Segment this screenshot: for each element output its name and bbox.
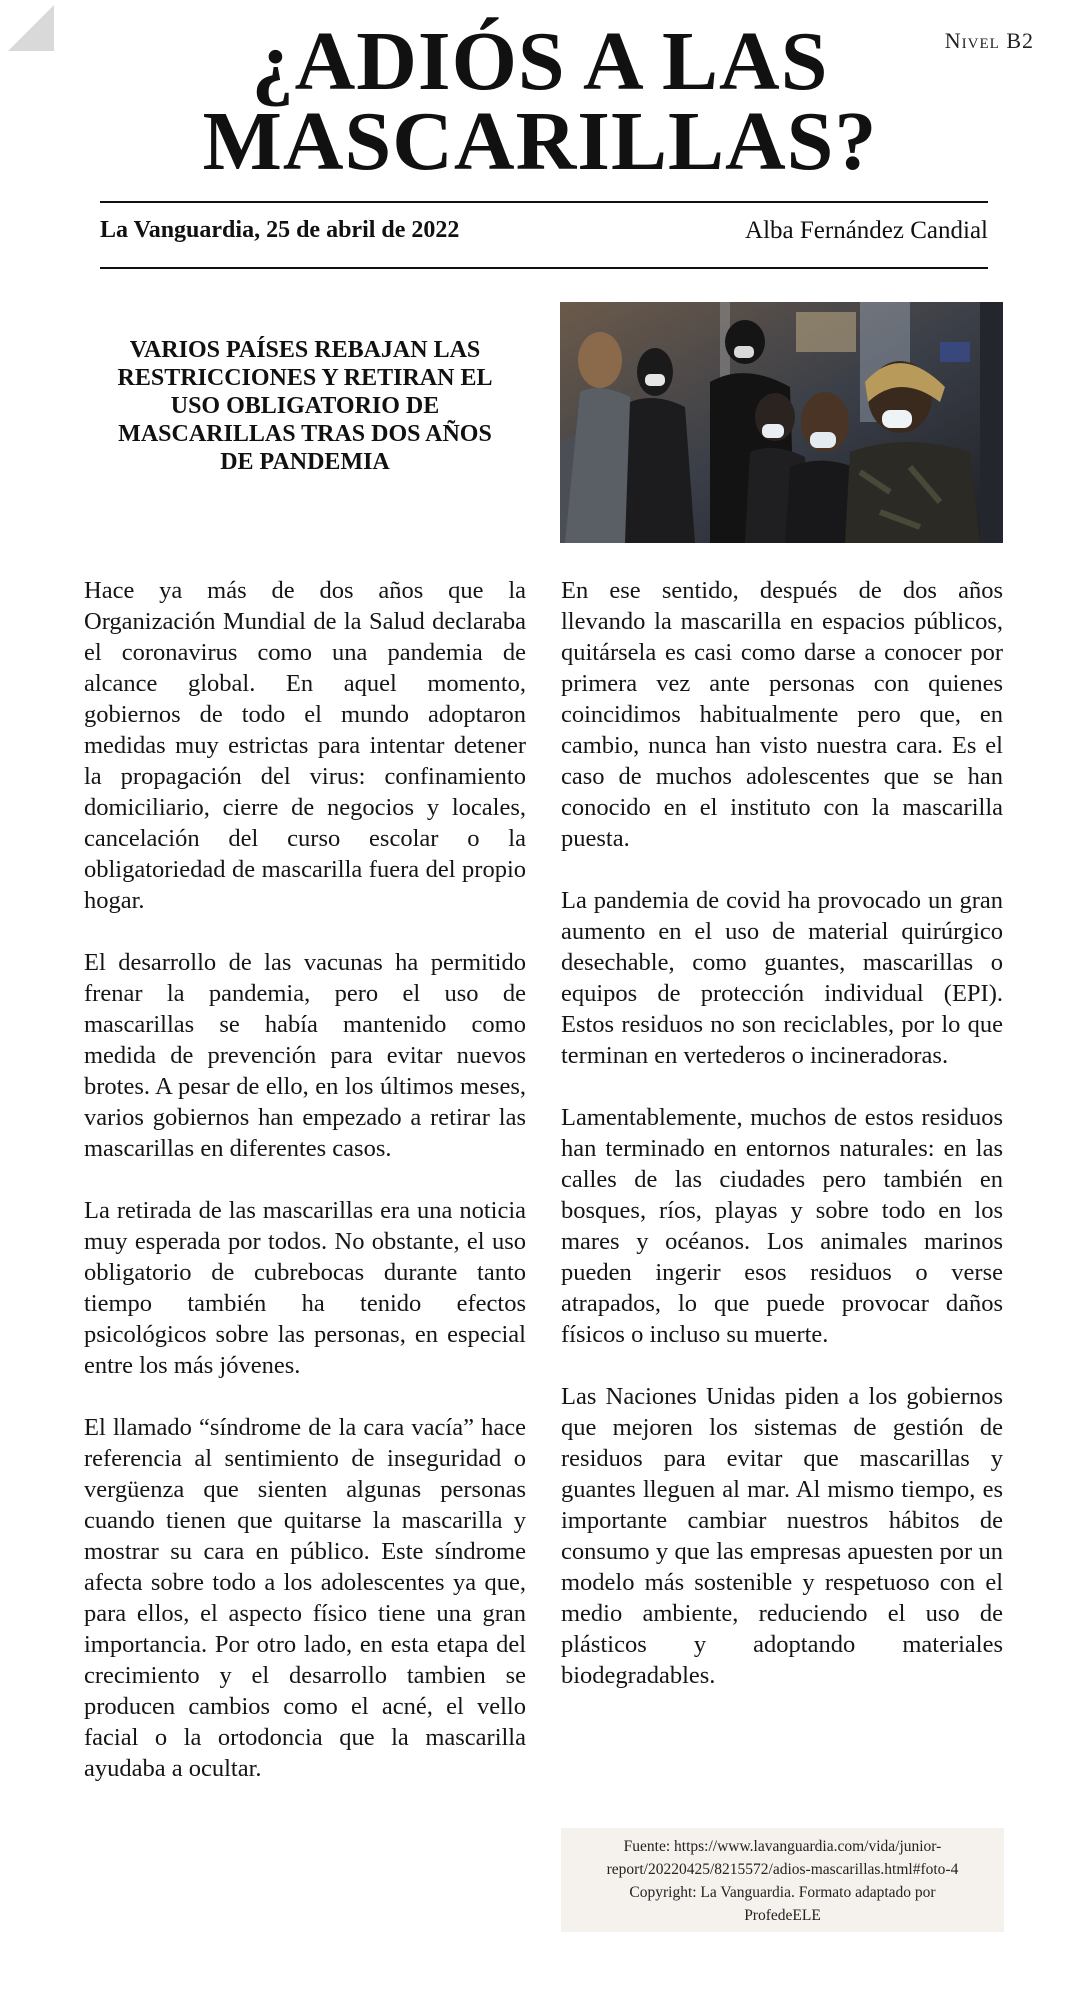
publication-date: La Vanguardia, 25 de abril de 2022 [100, 217, 460, 243]
source-credit-box [561, 1828, 1004, 1932]
title-line-1: ¿ADIÓS A LAS [251, 15, 829, 108]
paragraph: La retirada de las mascarillas era una noticia muy esperada por todos. No obstante, el uso obligatorio de cubrebocas durante tanto tiempo también ha tenido efectos psicológicos sobre las personas, en especial entre los más jóvenes. [84, 1197, 526, 1379]
paragraph: El desarrollo de las vacunas ha permitido frenar la pandemia, pero el uso de mascarillas se había mantenido como medida de prevención para evitar nuevos brotes. A pesar de ello, en los últimos meses, varios gobiernos han empezado a retirar las mascarillas en diferentes casos. [84, 949, 526, 1162]
divider-top [100, 201, 988, 203]
paragraph: Lamentablemente, muchos de estos residuos han terminado en entornos naturales: en las calles de las ciudades pero también en bosques, ríos, playas y sobre todo en los mares y océanos. Los animales marinos pueden ingerir esos residuos o verse atrapados, lo que puede provocar daños físicos o incluso su muerte. [561, 1104, 1003, 1348]
article-title [100, 15, 980, 188]
paragraph: El llamado “síndrome de la cara vacía” hace referencia al sentimiento de inseguridad o vergüenza que sienten algunas personas cuando tienen que quitarse la mascarilla y mostrar su cara en público. Este síndrome afecta sobre todo a los adolescentes ya que, para ellos, el aspecto físico tiene una gran importancia. Por otro lado, en esta etapa del crecimiento y el desarrollo tambien se producen cambios como el acné, el vello facial o la ortodoncia que la mascarilla ayudaba a ocultar. [84, 1414, 526, 1782]
right-column [561, 575, 1003, 1722]
paragraph: Hace ya más de dos años que la Organización Mundial de la Salud declaraba el coronavirus como una pandemia de alcance global. En aquel momento, gobiernos de todo el mundo adoptaron medidas muy estrictas para intentar detener la propagación del virus: confinamiento domiciliario, cierre de negocios y locales, cancelación del curso escolar o la obligatoriedad de mascarilla fuera del propio hogar. [84, 577, 526, 914]
paragraph: La pandemia de covid ha provocado un gran aumento en el uso de material quirúrgico desechable, como guantes, mascarillas o equipos de protección individual (EPI). Estos residuos no son reciclables, por lo que terminan en vertederos o incineradoras. [561, 887, 1003, 1069]
copyright-line: ProfedeELE [744, 1907, 821, 1924]
article-headline: VARIOS PAÍSES REBAJAN LAS RESTRICCIONES Y RETIRAN EL USO OBLIGATORIO DE MASCARILLAS TRAS DOS AÑOS DE PANDEMIA [117, 337, 493, 475]
page-fold-corner [8, 5, 54, 51]
title-line-2: MASCARILLAS? [202, 95, 878, 188]
source-line: Fuente: https://www.lavanguardia.com/vida/junior- [623, 1838, 942, 1855]
level-label: Nivel B2 [944, 28, 1034, 53]
paragraph: En ese sentido, después de dos años llevando la mascarilla en espacios públicos, quitársela es casi como darse a conocer por primera vez ante personas con quienes coincidimos habitualmente pero que, en cambio, nunca han visto nuestra cara. Es el caso de muchos adolescentes que se han conocido en el instituto con la mascarilla puesta. [561, 577, 1003, 852]
source-line: report/20220425/8215572/adios-mascarillas.html#foto-4 [606, 1861, 959, 1878]
divider-bottom [100, 267, 988, 269]
left-column [84, 575, 526, 1815]
photo-people-with-face-masks-icon [560, 302, 1003, 543]
author-name: Alba Fernández Candial [745, 217, 988, 244]
copyright-line: Copyright: La Vanguardia. Formato adaptado por [629, 1884, 936, 1901]
paragraph: Las Naciones Unidas piden a los gobiernos que mejoren los sistemas de gestión de residuos para evitar que mascarillas y guantes lleguen al mar. Al mismo tiempo, es importante cambiar nuestros hábitos de consumo y que las empresas apuesten por un modelo más sostenible y respetuoso con el medio ambiente, reduciendo el uso de plásticos y adoptando materiales biodegradables. [561, 1383, 1003, 1689]
